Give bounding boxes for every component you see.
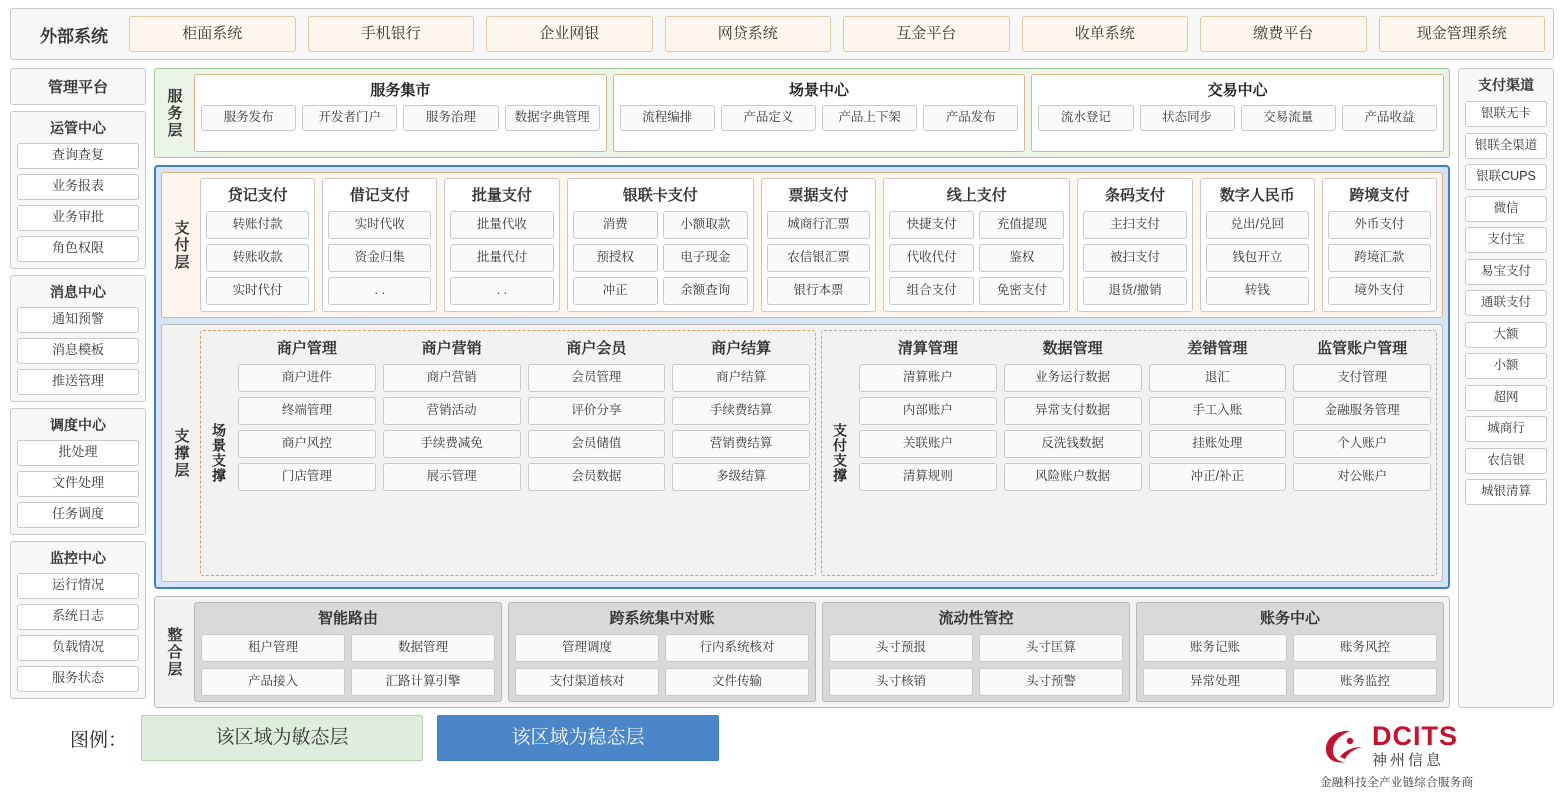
support-item[interactable]: 商户进件 xyxy=(238,364,376,392)
management-platform-column xyxy=(10,68,146,708)
payment-item[interactable]: 消费 xyxy=(573,211,658,239)
channel-item[interactable]: 城银清算 xyxy=(1465,479,1547,505)
card-title: 贷记支付 xyxy=(227,187,288,204)
data-management-card xyxy=(1004,336,1142,570)
payment-card-bill xyxy=(761,178,876,312)
logo-tagline: 金融科技全产业链综合服务商 xyxy=(1320,777,1474,789)
support-item[interactable]: 冲正/补正 xyxy=(1149,463,1287,491)
group-title: 服务集市 xyxy=(370,82,431,99)
dcits-swoosh-icon xyxy=(1320,727,1366,767)
support-item[interactable]: 营销活动 xyxy=(383,397,521,425)
support-item[interactable]: 营销费结算 xyxy=(672,430,810,458)
menu-item[interactable]: 运行情况 xyxy=(17,573,139,599)
payment-item[interactable]: 快捷支付 xyxy=(889,211,974,239)
support-item[interactable]: 对公账户 xyxy=(1293,463,1431,491)
group-operations-center xyxy=(10,111,146,269)
service-item[interactable]: 开发者门户 xyxy=(302,105,397,131)
payment-item[interactable]: 农信银汇票 xyxy=(767,244,870,272)
support-item[interactable]: 个人账户 xyxy=(1293,430,1431,458)
support-item[interactable]: 风险账户数据 xyxy=(1004,463,1142,491)
payment-item[interactable]: . . xyxy=(328,277,431,305)
card-title: 商户结算 xyxy=(711,340,772,357)
group-title: 交易中心 xyxy=(1207,82,1268,99)
card-title: 票据支付 xyxy=(788,187,849,204)
external-item[interactable]: 现金管理系统 xyxy=(1379,16,1546,52)
payment-card-digital-rmb xyxy=(1200,178,1315,312)
payment-item[interactable]: 余额查询 xyxy=(663,277,748,305)
clearing-management-card xyxy=(859,336,997,570)
support-item[interactable]: 手工入账 xyxy=(1149,397,1287,425)
payment-item[interactable]: 免密支付 xyxy=(979,277,1064,305)
payment-item[interactable]: 转账收款 xyxy=(206,244,309,272)
integration-item[interactable]: 账务监控 xyxy=(1293,668,1437,696)
integration-item[interactable]: 头寸预警 xyxy=(979,668,1123,696)
menu-item[interactable]: 角色权限 xyxy=(17,236,139,262)
liquidity-control-group xyxy=(822,602,1130,702)
integration-item[interactable]: 头寸核销 xyxy=(829,668,973,696)
payment-item[interactable]: 银行本票 xyxy=(767,277,870,305)
service-item[interactable]: 数据字典管理 xyxy=(505,105,600,131)
payment-card-barcode xyxy=(1077,178,1192,312)
logo-text-cn: 神州信息 xyxy=(1372,752,1445,769)
payment-item[interactable]: 境外支付 xyxy=(1328,277,1431,305)
group-title: 智能路由 xyxy=(317,610,378,627)
payment-card-crossborder xyxy=(1322,178,1437,312)
payment-layer xyxy=(161,172,1443,318)
card-title: 跨境支付 xyxy=(1349,187,1410,204)
menu-item[interactable]: 查询查复 xyxy=(17,143,139,169)
payment-item[interactable]: 组合支付 xyxy=(889,277,974,305)
channel-item[interactable]: 超网 xyxy=(1465,385,1547,411)
legend-agile-chip: 该区域为敏态层 xyxy=(141,715,423,761)
support-item[interactable]: 手续费结算 xyxy=(672,397,810,425)
merchant-settlement-card xyxy=(672,336,810,570)
payment-card-debit xyxy=(322,178,437,312)
payment-support-label: 支付支撑 xyxy=(832,423,848,483)
menu-item[interactable]: 批处理 xyxy=(17,440,139,466)
payment-item[interactable]: 退货/撤销 xyxy=(1083,277,1186,305)
service-layer xyxy=(154,68,1450,158)
support-item[interactable]: 退汇 xyxy=(1149,364,1287,392)
merchant-marketing-card xyxy=(383,336,521,570)
support-item[interactable]: 内部账户 xyxy=(859,397,997,425)
card-title: 商户管理 xyxy=(276,340,337,357)
payment-card-online xyxy=(883,178,1070,312)
accounting-center-group xyxy=(1136,602,1444,702)
management-platform-header xyxy=(10,68,146,105)
external-item[interactable]: 企业网银 xyxy=(486,16,653,52)
scene-center-group xyxy=(613,74,1026,152)
external-systems-items xyxy=(129,16,1545,52)
integration-layer xyxy=(154,596,1450,708)
menu-item[interactable]: 消息模板 xyxy=(17,338,139,364)
channel-item[interactable]: 易宝支付 xyxy=(1465,259,1547,285)
external-systems-bar xyxy=(10,8,1554,60)
group-title: 调度中心 xyxy=(50,417,106,433)
payment-item[interactable]: 城商行汇票 xyxy=(767,211,870,239)
support-item[interactable]: 多级结算 xyxy=(672,463,810,491)
support-item[interactable]: 挂账处理 xyxy=(1149,430,1287,458)
legend-stable-chip: 该区域为稳态层 xyxy=(437,715,719,761)
support-item[interactable]: 会员储值 xyxy=(528,430,666,458)
scene-support-label: 场景支撑 xyxy=(211,423,227,483)
channel-item[interactable]: 小额 xyxy=(1465,353,1547,379)
card-title: 商户营销 xyxy=(421,340,482,357)
support-item[interactable]: 业务运行数据 xyxy=(1004,364,1142,392)
payment-item[interactable]: 钱包开立 xyxy=(1206,244,1309,272)
support-item[interactable]: 清算规则 xyxy=(859,463,997,491)
menu-item[interactable]: 业务审批 xyxy=(17,205,139,231)
channel-item[interactable]: 支付宝 xyxy=(1465,227,1547,253)
card-title: 商户会员 xyxy=(566,340,627,357)
integration-layer-label: 整合层 xyxy=(165,626,183,678)
card-title: 数字人民币 xyxy=(1219,187,1295,204)
card-title: 批量支付 xyxy=(471,187,532,204)
support-item[interactable]: 商户风控 xyxy=(238,430,376,458)
merchant-member-card xyxy=(528,336,666,570)
merchant-management-card xyxy=(238,336,376,570)
support-item[interactable]: 门店管理 xyxy=(238,463,376,491)
group-title: 场景中心 xyxy=(789,82,850,99)
channel-item[interactable]: 银联无卡 xyxy=(1465,101,1547,127)
payment-item[interactable]: 实时代付 xyxy=(206,277,309,305)
payment-item[interactable]: 小额取款 xyxy=(663,211,748,239)
service-item[interactable]: 产品定义 xyxy=(721,105,816,131)
integration-item[interactable]: 汇路计算引擎 xyxy=(351,668,495,696)
external-item[interactable]: 互金平台 xyxy=(843,16,1010,52)
company-logo xyxy=(1320,723,1550,790)
support-item[interactable]: 金融服务管理 xyxy=(1293,397,1431,425)
error-management-card xyxy=(1149,336,1287,570)
logo-text-en: DCITS xyxy=(1372,721,1458,751)
card-title: 清算管理 xyxy=(897,340,958,357)
menu-item[interactable]: 文件处理 xyxy=(17,471,139,497)
support-item[interactable]: 清算账户 xyxy=(859,364,997,392)
card-title: 数据管理 xyxy=(1042,340,1103,357)
payment-channels-title: 支付渠道 xyxy=(1478,77,1534,93)
support-item[interactable]: 评价分享 xyxy=(528,397,666,425)
support-item[interactable]: 终端管理 xyxy=(238,397,376,425)
channel-item[interactable]: 银联CUPS xyxy=(1465,164,1547,190)
payment-item[interactable]: 主扫支付 xyxy=(1083,211,1186,239)
support-item[interactable]: 手续费减免 xyxy=(383,430,521,458)
payment-item[interactable]: 代收代付 xyxy=(889,244,974,272)
support-layer xyxy=(161,324,1443,582)
card-title: 条码支付 xyxy=(1105,187,1166,204)
payment-item[interactable]: 兑出/兑回 xyxy=(1206,211,1309,239)
channel-item[interactable]: 银联全渠道 xyxy=(1465,133,1547,159)
external-item[interactable]: 柜面系统 xyxy=(129,16,296,52)
integration-item[interactable]: 异常处理 xyxy=(1143,668,1287,696)
group-title: 流动性管控 xyxy=(938,610,1014,627)
support-layer-label: 支撑层 xyxy=(172,427,190,479)
channel-item[interactable]: 通联支付 xyxy=(1465,290,1547,316)
menu-item[interactable]: 通知预警 xyxy=(17,307,139,333)
group-title: 跨系统集中对账 xyxy=(609,610,715,627)
menu-item[interactable]: 服务状态 xyxy=(17,666,139,692)
support-item[interactable]: 商户营销 xyxy=(383,364,521,392)
integration-item[interactable]: 数据管理 xyxy=(351,634,495,662)
external-item[interactable]: 收单系统 xyxy=(1022,16,1189,52)
payment-item[interactable]: 批量代付 xyxy=(450,244,553,272)
group-title: 运管中心 xyxy=(50,120,106,136)
payment-card-batch xyxy=(444,178,559,312)
payment-item[interactable]: 资金归集 xyxy=(328,244,431,272)
integration-item[interactable]: 行内系统核对 xyxy=(665,634,809,662)
external-item[interactable]: 手机银行 xyxy=(308,16,475,52)
service-layer-label: 服务层 xyxy=(165,87,183,139)
card-title: 差错管理 xyxy=(1187,340,1248,357)
payment-item[interactable]: 预授权 xyxy=(573,244,658,272)
transaction-center-group xyxy=(1031,74,1444,152)
payment-item[interactable]: 实时代收 xyxy=(328,211,431,239)
menu-item[interactable]: 系统日志 xyxy=(17,604,139,630)
card-title: 借记支付 xyxy=(349,187,410,204)
integration-item[interactable]: 支付渠道核对 xyxy=(515,668,659,696)
support-item[interactable]: 反洗钱数据 xyxy=(1004,430,1142,458)
payment-support-box xyxy=(821,330,1437,576)
group-title: 账务中心 xyxy=(1259,610,1320,627)
support-item[interactable]: 支付管理 xyxy=(1293,364,1431,392)
channel-item[interactable]: 大额 xyxy=(1465,322,1547,348)
service-item[interactable]: 服务治理 xyxy=(403,105,498,131)
payment-item[interactable]: 转钱 xyxy=(1206,277,1309,305)
card-title: 监管账户管理 xyxy=(1317,340,1408,357)
support-item[interactable]: 会员数据 xyxy=(528,463,666,491)
group-message-center xyxy=(10,275,146,402)
group-title: 监控中心 xyxy=(50,550,106,566)
card-title: 线上支付 xyxy=(946,187,1007,204)
payment-channels-column xyxy=(1458,68,1554,708)
support-item[interactable]: 关联账户 xyxy=(859,430,997,458)
integration-item[interactable]: 账务风控 xyxy=(1293,634,1437,662)
scene-support-box xyxy=(200,330,816,576)
regulatory-account-card xyxy=(1293,336,1431,570)
external-item[interactable]: 缴费平台 xyxy=(1200,16,1367,52)
payment-item[interactable]: . . xyxy=(450,277,553,305)
support-item[interactable]: 展示管理 xyxy=(383,463,521,491)
integration-item[interactable]: 管理调度 xyxy=(515,634,659,662)
menu-item[interactable]: 推送管理 xyxy=(17,369,139,395)
external-systems-title: 外部系统 xyxy=(40,26,108,46)
integration-item[interactable]: 账务记账 xyxy=(1143,634,1287,662)
payment-item[interactable]: 被扫支付 xyxy=(1083,244,1186,272)
payment-item[interactable]: 转账付款 xyxy=(206,211,309,239)
support-item[interactable]: 商户结算 xyxy=(672,364,810,392)
integration-item[interactable]: 文件传输 xyxy=(665,668,809,696)
stable-layer-block xyxy=(154,165,1450,589)
external-item[interactable]: 网贷系统 xyxy=(665,16,832,52)
integration-item[interactable]: 头寸匡算 xyxy=(979,634,1123,662)
support-item[interactable]: 会员管理 xyxy=(528,364,666,392)
service-item[interactable]: 流程编排 xyxy=(620,105,715,131)
payment-item[interactable]: 外币支付 xyxy=(1328,211,1431,239)
cross-system-reconciliation-group xyxy=(508,602,816,702)
management-platform-title: 管理平台 xyxy=(47,79,108,96)
service-item[interactable]: 流水登记 xyxy=(1038,105,1133,131)
menu-item[interactable]: 负载情况 xyxy=(17,635,139,661)
main-area xyxy=(10,68,1554,708)
service-market-group xyxy=(194,74,607,152)
channel-item[interactable]: 微信 xyxy=(1465,196,1547,222)
payment-item[interactable]: 冲正 xyxy=(573,277,658,305)
payment-card-credit xyxy=(200,178,315,312)
payment-layer-label: 支付层 xyxy=(172,219,190,271)
legend-label: 图例： xyxy=(70,729,128,751)
channel-item[interactable]: 城商行 xyxy=(1465,416,1547,442)
payment-item[interactable]: 电子现金 xyxy=(663,244,748,272)
channel-item[interactable]: 农信银 xyxy=(1465,448,1547,474)
payment-item[interactable]: 充值提现 xyxy=(979,211,1064,239)
architecture-column xyxy=(154,68,1450,708)
group-title: 消息中心 xyxy=(50,284,106,300)
service-item[interactable]: 服务发布 xyxy=(201,105,296,131)
payment-item[interactable]: 跨境汇款 xyxy=(1328,244,1431,272)
payment-channels-panel xyxy=(1458,68,1554,708)
service-item[interactable]: 产品收益 xyxy=(1342,105,1437,131)
payment-item[interactable]: 鉴权 xyxy=(979,244,1064,272)
menu-item[interactable]: 任务调度 xyxy=(17,502,139,528)
integration-item[interactable]: 头寸预报 xyxy=(829,634,973,662)
group-monitor-center xyxy=(10,541,146,699)
smart-routing-group xyxy=(194,602,502,702)
service-item[interactable]: 产品发布 xyxy=(923,105,1018,131)
menu-item[interactable]: 业务报表 xyxy=(17,174,139,200)
service-item[interactable]: 交易流量 xyxy=(1241,105,1336,131)
group-scheduling-center xyxy=(10,408,146,535)
service-item[interactable]: 状态同步 xyxy=(1140,105,1235,131)
support-item[interactable]: 异常支付数据 xyxy=(1004,397,1142,425)
integration-item[interactable]: 产品接入 xyxy=(201,668,345,696)
payment-item[interactable]: 批量代收 xyxy=(450,211,553,239)
service-item[interactable]: 产品上下架 xyxy=(822,105,917,131)
payment-card-unionpay xyxy=(567,178,754,312)
card-title: 银联卡支付 xyxy=(622,187,698,204)
integration-item[interactable]: 租户管理 xyxy=(201,634,345,662)
